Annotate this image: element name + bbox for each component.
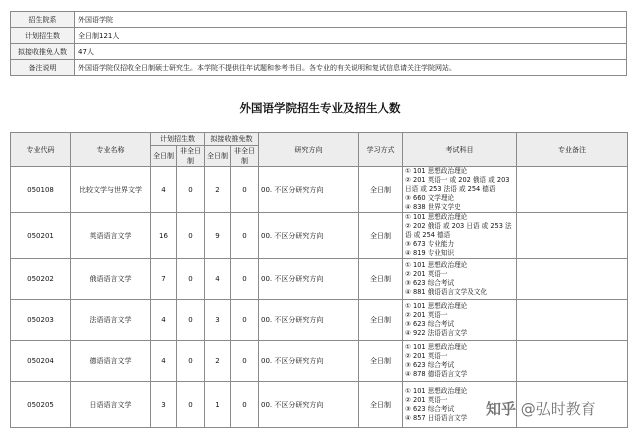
plan-parttime-cell: 0 [177, 259, 205, 300]
direction-cell: 00. 不区分研究方向 [259, 341, 359, 382]
tuimian-parttime-cell: 0 [231, 259, 259, 300]
subject-line: ② 201 英语一 [405, 270, 448, 278]
tuimian-parttime-cell: 0 [231, 382, 259, 428]
header-tuimian-parttime: 非全日制 [231, 146, 259, 167]
plan-fulltime-cell: 4 [151, 300, 177, 341]
header-plan: 计划招生数 [151, 133, 205, 146]
subjects-cell [403, 341, 517, 382]
subject-line: ③ 673 专业能力 [405, 240, 455, 248]
major-code-cell: 050205 [11, 382, 71, 428]
table-row [11, 341, 628, 382]
subjects-cell [403, 300, 517, 341]
tuimian-fulltime-cell: 2 [205, 341, 231, 382]
direction-cell: 00. 不区分研究方向 [259, 167, 359, 213]
major-name-cell: 德语语言文学 [71, 341, 151, 382]
subject-line: ④ 819 专业知识 [405, 249, 455, 257]
subject-line: ③ 623 综合考试 [405, 320, 455, 328]
subject-line: ④ 857 日语语言文学 [405, 413, 468, 422]
tuimian-fulltime-cell: 4 [205, 259, 231, 300]
subject-line: ③ 623 综合考试 [405, 361, 455, 369]
header-mode: 学习方式 [359, 133, 403, 167]
plan-parttime-cell: 0 [177, 300, 205, 341]
subject-line: 日语 或 253 法语 或 254 德语 [405, 185, 496, 193]
plan-parttime-cell: 0 [177, 382, 205, 428]
info-label: 计划招生数 [11, 28, 75, 44]
subject-line: ① 101 思想政治理论 [405, 343, 468, 351]
mode-cell: 全日制 [359, 259, 403, 300]
watermark [486, 398, 596, 419]
header-tuimian: 拟接收推免数 [205, 133, 259, 146]
tuimian-fulltime-cell: 3 [205, 300, 231, 341]
subjects-cell [403, 213, 517, 259]
major-name-cell: 比较文学与世界文学 [71, 167, 151, 213]
subject-line: ④ 878 德语语言文学 [405, 370, 468, 378]
tuimian-parttime-cell: 0 [231, 167, 259, 213]
subject-line: ④ 838 世界文学史 [405, 203, 461, 211]
table-row [11, 259, 628, 300]
major-code-cell: 050202 [11, 259, 71, 300]
plan-fulltime-cell: 16 [151, 213, 177, 259]
major-code-cell: 050108 [11, 167, 71, 213]
table-row [11, 213, 628, 259]
direction-cell: 00. 不区分研究方向 [259, 382, 359, 428]
remark-cell [517, 213, 628, 259]
major-name-cell: 法语语言文学 [71, 300, 151, 341]
major-name-cell: 俄语语言文学 [71, 259, 151, 300]
remark-cell [517, 259, 628, 300]
subject-line: ① 101 思想政治理论 [405, 167, 468, 175]
subject-line: ② 201 英语一 [405, 395, 448, 404]
info-row [11, 60, 627, 76]
subject-line: ② 201 英语一 或 202 俄语 或 203 [405, 176, 510, 184]
tuimian-parttime-cell: 0 [231, 213, 259, 259]
subject-line: ② 201 英语一 [405, 311, 448, 319]
subject-line: ① 101 思想政治理论 [405, 261, 468, 269]
subject-line: ③ 660 文学理论 [405, 194, 455, 202]
subjects-cell [403, 259, 517, 300]
subject-line: ① 101 思想政治理论 [405, 386, 468, 395]
tuimian-fulltime-cell: 1 [205, 382, 231, 428]
major-code-cell: 050204 [11, 341, 71, 382]
mode-cell: 全日制 [359, 300, 403, 341]
watermark-author: @弘时教育 [520, 400, 596, 418]
tuimian-fulltime-cell: 9 [205, 213, 231, 259]
remark-cell [517, 341, 628, 382]
subject-line: ② 202 俄语 或 203 日语 或 253 法 [405, 222, 512, 230]
plan-fulltime-cell: 4 [151, 341, 177, 382]
header-code: 专业代码 [11, 133, 71, 167]
info-row [11, 12, 627, 28]
major-name-cell: 英语语言文学 [71, 213, 151, 259]
mode-cell: 全日制 [359, 213, 403, 259]
remark-cell [517, 300, 628, 341]
tuimian-parttime-cell: 0 [231, 341, 259, 382]
page-title: 外国语学院招生专业及招生人数 [239, 101, 401, 115]
major-name-cell: 日语语言文学 [71, 382, 151, 428]
header-subjects: 考试科目 [403, 133, 517, 167]
table-row [11, 300, 628, 341]
zhihu-logo: 知乎 [486, 400, 517, 418]
direction-cell: 00. 不区分研究方向 [259, 300, 359, 341]
info-row [11, 28, 627, 44]
plan-parttime-cell: 0 [177, 213, 205, 259]
subject-line: ② 201 英语一 [405, 352, 448, 360]
mode-cell: 全日制 [359, 382, 403, 428]
info-value: 外国语学院 [75, 12, 627, 28]
plan-fulltime-cell: 3 [151, 382, 177, 428]
subject-line: ① 101 思想政治理论 [405, 302, 468, 310]
header-plan-parttime: 非全日制 [177, 146, 205, 167]
header-direction: 研究方向 [259, 133, 359, 167]
mode-cell: 全日制 [359, 167, 403, 213]
info-label: 备注说明 [11, 60, 75, 76]
info-value: 47人 [75, 44, 627, 60]
info-value: 外国语学院仅招收全日制硕士研究生。本学院不提供往年试题和参考书目。各专业的有关说明和复试信息请关注学院网站。 [75, 60, 627, 76]
plan-parttime-cell: 0 [177, 341, 205, 382]
tuimian-parttime-cell: 0 [231, 300, 259, 341]
major-code-cell: 050201 [11, 213, 71, 259]
header-name: 专业名称 [71, 133, 151, 167]
info-label: 招生院系 [11, 12, 75, 28]
mode-cell: 全日制 [359, 341, 403, 382]
subject-line: ③ 623 综合考试 [405, 404, 455, 413]
direction-cell: 00. 不区分研究方向 [259, 213, 359, 259]
header-remark: 专业备注 [517, 133, 628, 167]
info-row [11, 44, 627, 60]
subject-line: ① 101 思想政治理论 [405, 213, 468, 221]
subject-line: ④ 922 法语语言文学 [405, 329, 468, 337]
header-plan-fulltime: 全日制 [151, 146, 177, 167]
direction-cell: 00. 不区分研究方向 [259, 259, 359, 300]
plan-fulltime-cell: 7 [151, 259, 177, 300]
remark-cell [517, 167, 628, 213]
header-tuimian-fulltime: 全日制 [205, 146, 231, 167]
info-label: 拟接收推免人数 [11, 44, 75, 60]
major-code-cell: 050203 [11, 300, 71, 341]
info-value: 全日制121人 [75, 28, 627, 44]
subject-line: 语 或 254 德语 [405, 231, 451, 239]
majors-table [10, 132, 628, 428]
plan-parttime-cell: 0 [177, 167, 205, 213]
info-table [10, 11, 627, 76]
subject-line: ④ 881 俄语语言文学及文化 [405, 288, 488, 296]
plan-fulltime-cell: 4 [151, 167, 177, 213]
subjects-cell [403, 167, 517, 213]
subject-line: ③ 623 综合考试 [405, 279, 455, 287]
table-row [11, 167, 628, 213]
tuimian-fulltime-cell: 2 [205, 167, 231, 213]
